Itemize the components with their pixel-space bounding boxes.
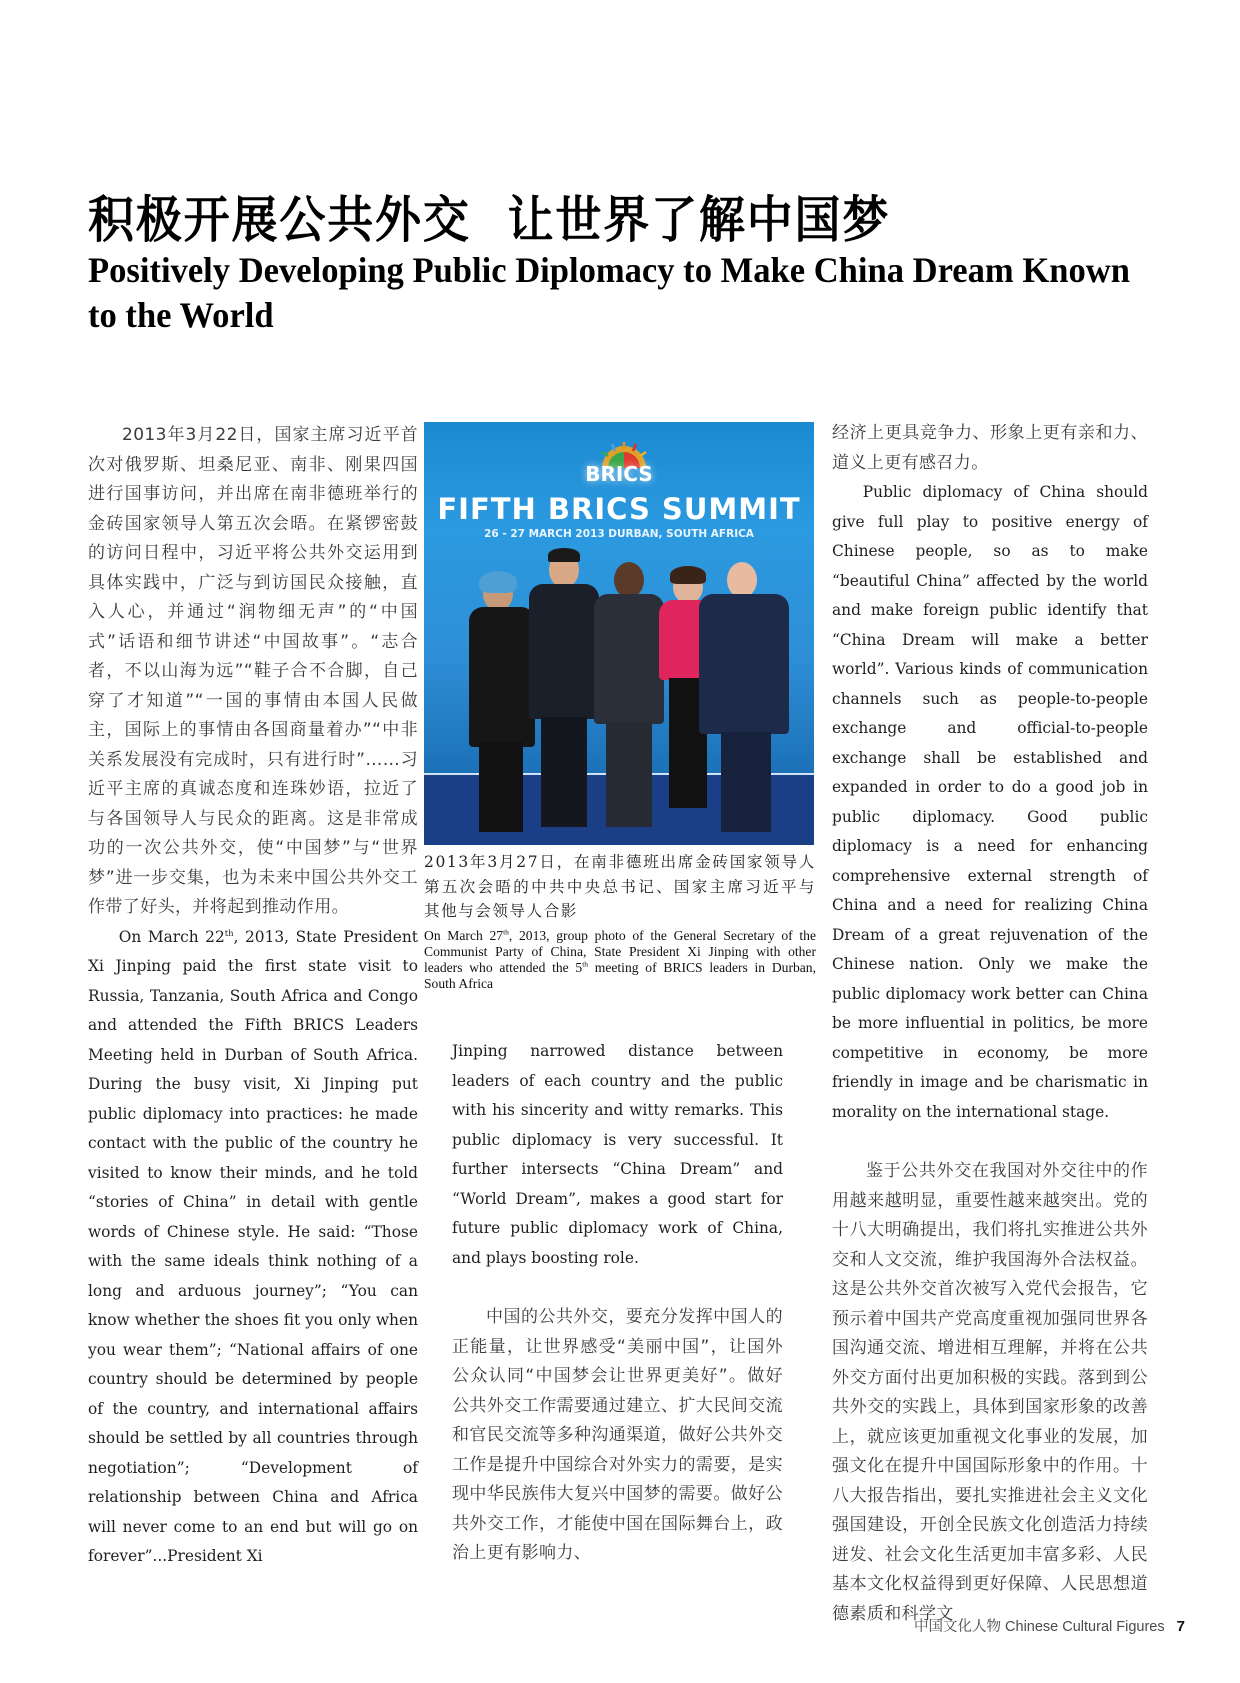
middle-english-paragraph: Jinping narrowed distance between leaders of each country and the public with his sincerity and witty remarks. This public diplomacy is very successful. It further intersects “China Dream” and “World Dream”, makes a good start for future public diplomacy work of China, and plays boosting role. — [452, 1042, 783, 1267]
left-chinese-paragraph: 2013年3月22日，国家主席习近平首次对俄罗斯、坦桑尼亚、南非、刚果四国进行国事访问，并出席在南非德班举行的金砖国家领导人第五次会晤。在紧锣密鼓的访问日程中，习近平将公共外交运用到具体实践中，广泛与到访国民众接触，直入人心，并通过“润物细无声”的“中国式”话语和细节讲述“中国故事”。“志合者，不以山海为远”“鞋子合不合脚，自己穿了才知道”“一国的事情由本国人民做主，国际上的事情由各国商量着办”“中非关系发展没有完成时，只有进行时”……习近平主席的真诚态度和连珠妙语，拉近了与各国领导人与民众的距离。这是非常成功的一次公共外交，使“中国梦”与“世界梦”进一步交集，也为未来中国公共外交工作带了好头，并将起到推动作用。 — [88, 425, 418, 917]
backdrop-subtitle: 26 - 27 MARCH 2013 DURBAN, SOUTH AFRICA — [484, 528, 754, 540]
right-english-paragraph: Public diplomacy of China should give full play to positive energy of Chinese people, so as to make “beautiful China” affected by the world and make foreign public identify that “China Dream will make a better world”. Various kinds of communication channels such as people-to-people exchange and official-to-people exchange shall be established and expanded in order to do a good job in public diplomacy. Good public diplomacy is a need for enhancing comprehensive external strength of China and a need for realizing China Dream of a great rejuvenation of the Chinese nation. Only we make the public diplomacy work better can China be more influential in politics, be more competitive in economy, be more friendly in image and be charismatic in morality on the international stage. — [832, 483, 1148, 1121]
caption-chinese: 2013年3月27日，在南非德班出席金砖国家领导人第五次会晤的中共中央总书记、国家主席习近平与其他与会领导人合影 — [424, 853, 816, 920]
publication-name-cn: 中国文化人物 — [914, 1619, 1001, 1635]
left-column — [88, 421, 418, 1572]
superscript: th — [503, 926, 509, 936]
page-number: 7 — [1176, 1618, 1185, 1635]
text-run: , 2013, State President Xi Jinping paid the first state visit to Russia, Tanzania, South Africa and Congo and attended the Fifth BRICS Leaders Meeting held in Durban of South Africa. During the busy visit, Xi Jinping put public diplomacy into practices: he made contact with the public of the country he visited to know their minds, and he told “stories of China” in detail with gentle words of Chinese style. He said: “Those with the same ideals think nothing of a long and arduous journey”; “You can know whether the shoes fit you only when you wear them”; “National affairs of one country should be determined by people of the country, and international affairs should be settled by all countries through negotiation”; “Development of relationship between China and Africa will never come to an end but will go on forever”...President Xi — [88, 927, 418, 1565]
headline-chinese-part2: 让世界了解中国梦 — [507, 190, 891, 249]
brics-logo-text: BRICS — [585, 462, 653, 486]
text-run: On March 27 — [424, 927, 504, 943]
headline-chinese-part1: 积极开展公共外交 — [88, 190, 471, 249]
text-run: meeting of BRICS leaders in Durban, South Africa — [424, 959, 816, 992]
headline-chinese — [88, 180, 890, 252]
right-column — [832, 419, 1148, 1629]
left-english-paragraph — [88, 923, 418, 1572]
brics-summit-photo — [424, 422, 814, 845]
page-footer — [914, 1615, 1185, 1636]
superscript: th — [224, 927, 234, 938]
headline-english: Positively Developing Public Diplomacy to Make China Dream Known to the World — [88, 250, 1130, 335]
middle-chinese-paragraph: 中国的公共外交，要充分发挥中国人的正能量，让世界感受“美丽中国”，让国外公众认同“中国梦会让世界更美好”。做好公共外交工作需要通过建立、扩大民间交流和官民交流等多种沟通渠道，做好公共外交工作是提升中国综合对外实力的需要，是实现中华民族伟大复兴中国梦的需要。做好公共外交工作，才能使中国在国际舞台上，政治上更有影响力、 — [452, 1307, 783, 1563]
backdrop-title: FIFTH BRICS SUMMIT — [437, 492, 801, 526]
text-run: , 2013, group photo of the General Secretary of the Communist Party of China, State President Xi Jinping with other leaders who attended the 5 — [424, 927, 817, 975]
text-run: On March 22 — [118, 927, 225, 946]
photo-caption — [424, 850, 816, 992]
caption-english — [424, 928, 816, 993]
publication-name-en: Chinese Cultural Figures — [1005, 1619, 1165, 1635]
superscript: th — [582, 959, 589, 969]
middle-column — [452, 1037, 783, 1569]
right-chinese-paragraph: 鉴于公共外交在我国对外交往中的作用越来越明显，重要性越来越突出。党的十八大明确提出，我们将扎实推进公共外交和人文交流，维护我国海外合法权益。这是公共外交首次被写入党代会报告，它预示着中国共产党高度重视加强同世界各国沟通交流、增进相互理解，并将在公共外交方面付出更加积极的实践。落到到公共外交的实践上，具体到国家形象的改善上，就应该更加重视文化事业的发展，加强文化在提升中国国际形象中的作用。十八大报告指出，要扎实推进社会主义文化强国建设，开创全民族文化创造活力持续迸发、社会文化生活更加丰富多彩、人民基本文化权益得到更好保障、人民思想道德素质和科学文 — [832, 1161, 1148, 1624]
right-chinese-continuation: 经济上更具竞争力、形象上更有亲和力、道义上更有感召力。 — [832, 423, 1148, 473]
